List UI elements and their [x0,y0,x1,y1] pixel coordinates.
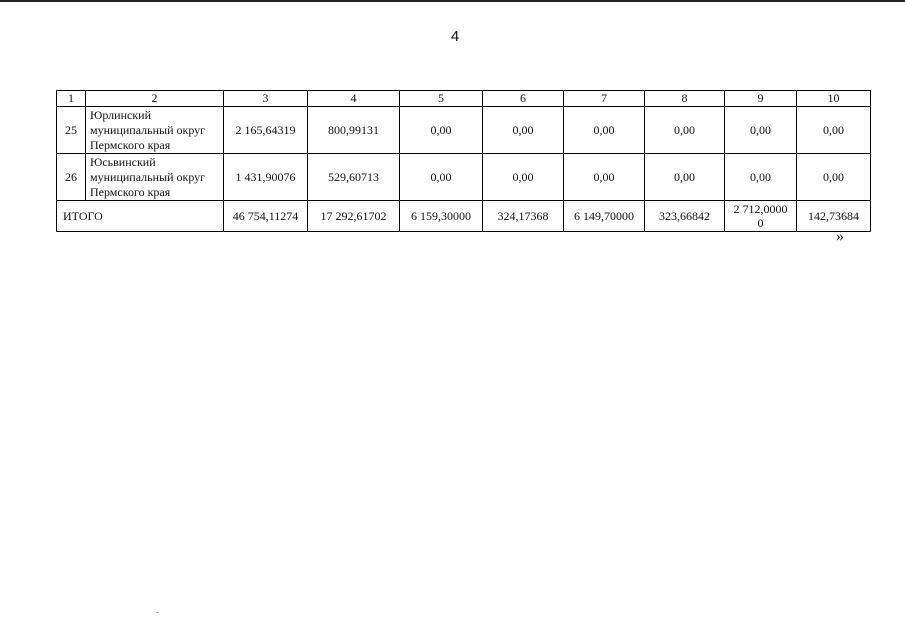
scan-speck [156,612,159,613]
municipality-name-line: муниципальный округ [90,169,206,184]
table-header-row [57,91,871,107]
column-header: 1 [57,91,86,107]
column-header: 8 [645,91,725,107]
total-row [57,201,871,232]
total-cell: 6 149,70000 [564,201,645,232]
column-header: 6 [483,91,564,107]
column-header: 4 [308,91,400,107]
total-cell: 6 159,30000 [400,201,483,232]
municipality-name-line: Пермского края [90,137,171,152]
table-row [57,154,871,201]
table-cell: 0,00 [483,107,564,154]
table-cell: 0,00 [645,107,725,154]
column-header: 5 [400,91,483,107]
total-cell-wrapped: 2 712,00000 [733,202,788,230]
table-cell: 0,00 [400,154,483,201]
row-number: 25 [57,107,86,154]
table-cell: 0,00 [725,154,797,201]
total-label: ИТОГО [57,201,224,232]
column-header: 2 [86,91,224,107]
municipality-name-line: муниципальный округ [90,122,206,137]
table-cell: 0,00 [400,107,483,154]
table-row [57,107,871,154]
table-cell: 0,00 [797,107,871,154]
municipality-name-line: Юрлинский [90,107,152,122]
total-cell: 46 754,11274 [224,201,308,232]
table-cell: 529,60713 [308,154,400,201]
municipality-name [86,107,224,154]
table-cell: 1 431,90076 [224,154,308,201]
column-header: 7 [564,91,645,107]
column-header: 3 [224,91,308,107]
table-cell: 0,00 [564,154,645,201]
table-cell: 0,00 [564,107,645,154]
closing-quote-mark: » [836,228,844,245]
data-table [56,90,871,232]
municipality-name-line: Юсьвинский [90,154,156,169]
municipality-name-line: Пермского края [90,184,171,199]
table-cell: 800,99131 [308,107,400,154]
column-header: 9 [725,91,797,107]
total-cell [725,201,797,232]
total-cell: 324,17368 [483,201,564,232]
column-header: 10 [797,91,871,107]
total-cell: 323,66842 [645,201,725,232]
table-cell: 0,00 [797,154,871,201]
total-cell: 142,73684 [797,201,871,232]
row-number: 26 [57,154,86,201]
table-cell: 0,00 [725,107,797,154]
page-top-rule [0,0,905,2]
page-number: 4 [450,28,460,45]
table-cell: 0,00 [645,154,725,201]
total-cell: 17 292,61702 [308,201,400,232]
municipality-name [86,154,224,201]
table-cell: 0,00 [483,154,564,201]
table-cell: 2 165,64319 [224,107,308,154]
